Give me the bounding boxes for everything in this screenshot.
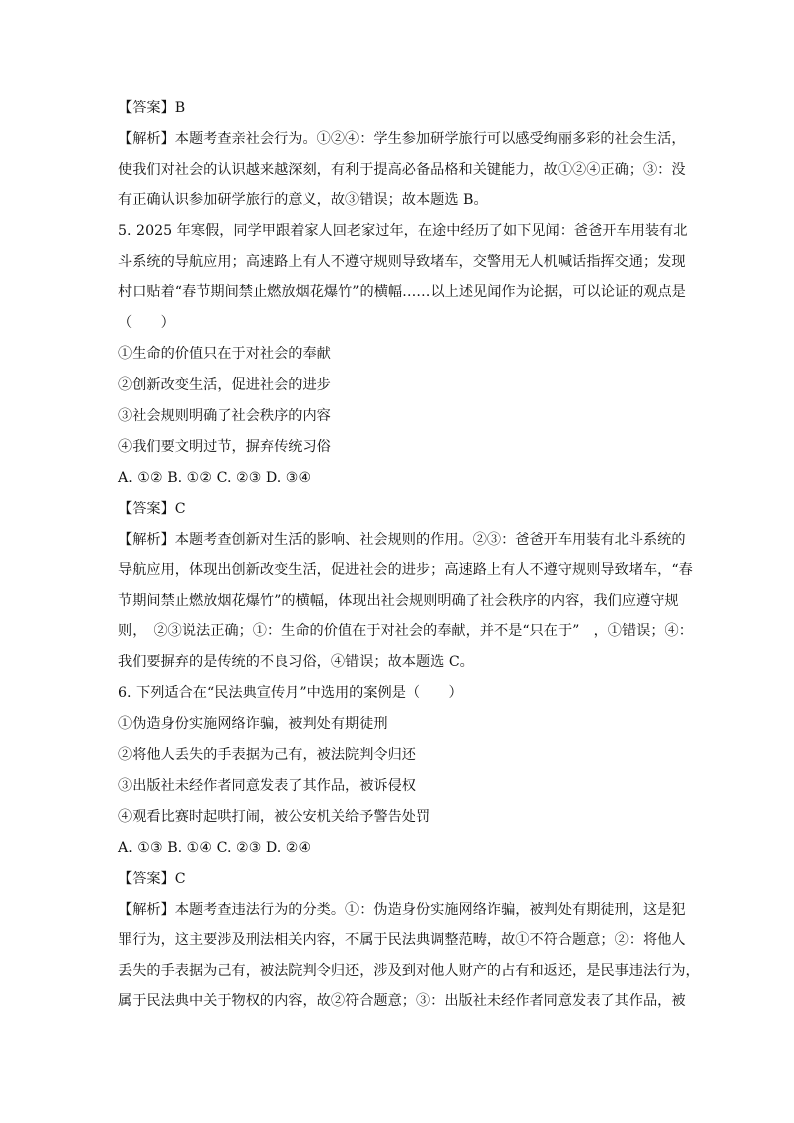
- analysis-line: 则， ②③说法正确；①：生命的价值在于对社会的奉献，并不是“只在于” ，①错误；④：: [118, 623, 693, 639]
- answer-block: [118, 499, 678, 519]
- option-block: [118, 375, 678, 395]
- option-block: [118, 344, 678, 364]
- choices-block: [118, 468, 678, 488]
- analysis-line: 属于民法典中关于物权的内容，故②符合题意；③：出版社未经作者同意发表了其作品，被: [118, 993, 686, 1009]
- option-line: ③社会规则明确了社会秩序的内容: [118, 407, 331, 424]
- answer-block: [118, 98, 678, 118]
- option-block: [118, 437, 678, 457]
- analysis-block: [118, 129, 686, 210]
- analysis-line: 我们要摒弃的是传统的不良习俗，④错误；故本题选 C。: [118, 653, 474, 670]
- option-line: ④我们要文明过节，摒弃传统习俗: [118, 438, 331, 455]
- analysis-line: 导航应用，体现出创新改变生活，促进社会的进步；高速路上有人不遵守规则导致堵车，“春: [118, 562, 693, 578]
- choices-block: [118, 838, 678, 858]
- option-line: ①生命的价值只在于对社会的奉献: [118, 345, 331, 362]
- option-line: ④观看比赛时起哄打闹，被公安机关给予警告处罚: [118, 808, 431, 825]
- analysis-line: 丢失的手表据为己有，被法院判令归还，涉及到对他人财产的占有和返还，是民事违法行为，: [118, 962, 700, 979]
- question-line: 5. 2025 年寒假，同学甲跟着家人回老家过年，在途中经历了如下见闻：爸爸开车用装有北: [118, 223, 688, 239]
- option-block: [118, 406, 678, 426]
- analysis-line: 有正确认识参加研学旅行的意义，故③错误；故本题选 B。: [118, 192, 488, 208]
- option-line: ③出版社未经作者同意发表了其作品，被诉侵权: [118, 777, 416, 794]
- option-line: ②将他人丢失的手表据为己有，被法院判令归还: [118, 746, 416, 763]
- option-block: [118, 807, 678, 827]
- option-block: [118, 714, 678, 734]
- question-line: 斗系统的导航应用；高速路上有人不遵守规则导致堵车，交警用无人机喊话指挥交通；发现: [118, 253, 686, 270]
- analysis-line: 【解析】本题考查创新对生活的影响、社会规则的作用。②③：爸爸开车用装有北斗系统的: [118, 531, 686, 548]
- document-page: [118, 98, 700, 1022]
- analysis-line: 【解析】本题考查亲社会行为。①②④：学生参加研学旅行可以感受绚丽多彩的社会生活，: [118, 131, 686, 147]
- option-block: [118, 745, 678, 765]
- answer-block: [118, 869, 678, 889]
- choices-line: A. ①② B. ①② C. ②③ D. ③④: [118, 469, 312, 486]
- answer-line: 【答案】C: [118, 870, 186, 887]
- choices-line: A. ①③ B. ①④ C. ②③ D. ②④: [118, 839, 312, 856]
- question-line: 村口贴着“春节期间禁止燃放烟花爆竹”的横幅……以上述见闻作为论据，可以论证的观点是: [118, 284, 686, 300]
- option-line: ①伪造身份实施网络诈骗，被判处有期徒刑: [118, 715, 388, 732]
- question-block: [118, 221, 688, 333]
- question-line: 6. 下列适合在“民法典宣传月”中选用的案例是（ ）: [118, 684, 463, 701]
- analysis-block: [118, 900, 700, 1012]
- analysis-line: 节期间禁止燃放烟花爆竹”的横幅，体现出社会规则明确了社会秩序的内容，我们应遵守规: [118, 592, 679, 609]
- option-block: [118, 776, 678, 796]
- question-line: （ ）: [118, 314, 175, 331]
- answer-line: 【答案】B: [118, 100, 186, 116]
- analysis-block: [118, 530, 693, 672]
- question-block: [118, 683, 678, 703]
- analysis-line: 使我们对社会的认识越来越深刻，有利于提高必备品格和关键能力，故①②④正确；③：没: [118, 161, 686, 178]
- answer-line: 【答案】C: [118, 500, 186, 517]
- option-line: ②创新改变生活，促进社会的进步: [118, 376, 331, 393]
- analysis-line: 【解析】本题考查违法行为的分类。①：伪造身份实施网络诈骗，被判处有期徒刑，这是犯: [118, 901, 686, 918]
- analysis-line: 罪行为，这主要涉及刑法相关内容，不属于民法典调整范畴，故①不符合题意；②：将他人: [118, 932, 686, 948]
